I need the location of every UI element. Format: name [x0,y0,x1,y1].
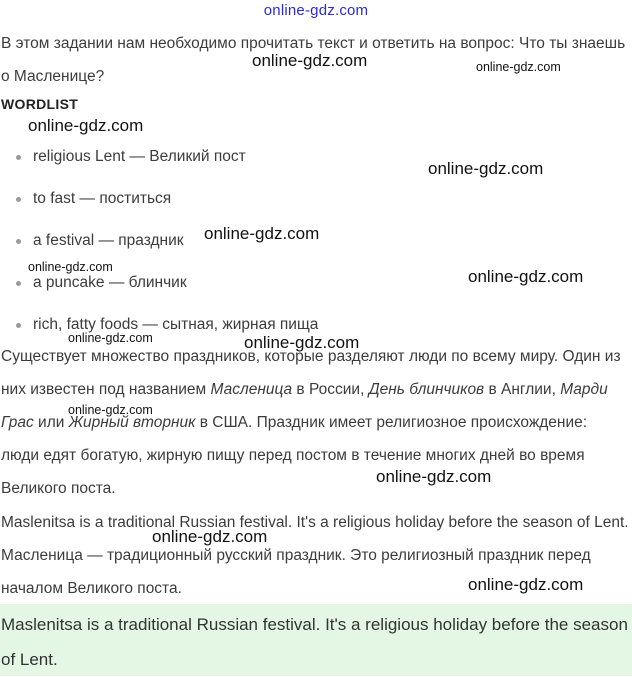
term-pancake-day: День блинчиков [368,381,485,398]
list-item-text: a puncake — блинчик [33,274,187,291]
term-fat-tuesday: Жирный вторник [68,414,196,431]
watermark: online-gdz.com [244,333,360,352]
list-item-text: religious Lent — Великий пост [33,148,246,165]
watermark: online-gdz.com [204,224,320,243]
russian-text [1,340,629,505]
text-fragment: в Англии, [484,381,561,398]
bullet-icon [16,197,21,202]
bilingual-text: Maslenitsa is a traditional Russian festival. It's a religious holiday before the season of Lent. Масленица — традиционный русский праздник. Это религиозный праздник перед началом Великого поста. [1,514,629,597]
watermark: online-gdz.com [476,60,561,74]
bullet-icon [16,155,21,160]
text-fragment: в США. Праздник имеет религиозное происхождение: люди едят богатую, жирную пищу перед постом в течение многих дней во время Великого поста. [1,414,588,497]
watermark: online-gdz.com [376,467,492,486]
watermark: online-gdz.com [252,51,368,70]
term-maslenitsa: Масленица [210,381,293,398]
answer-text: Maslenitsa is a traditional Russian festival. It's a religious holiday before the season of Lent. [1,615,628,669]
site-link[interactable]: online-gdz.com [263,2,369,19]
wordlist [0,141,318,351]
text-fragment: Существует множество праздников, которые разделяют люди по всему миру. Один из них известен под названием [1,348,621,398]
list-item-text: a festival — праздник [33,232,184,249]
term-mardi-gras: Марди Грас [1,381,608,431]
watermark: online-gdz.com [68,403,153,417]
watermark: online-gdz.com [68,331,153,345]
task-intro: В этом задании нам необходимо прочитать текст и ответить на вопрос: Что ты знаешь о Масленице? [1,35,626,85]
list-item [0,183,318,225]
watermark: online-gdz.com [468,575,584,594]
bullet-icon [16,323,21,328]
watermark: online-gdz.com [428,159,544,178]
bullet-icon [16,281,21,286]
watermark: online-gdz.com [28,116,144,135]
watermark: online-gdz.com [28,260,113,274]
watermark: online-gdz.com [152,527,268,546]
text-fragment: в России, [292,381,369,398]
list-item-text: to fast — поститься [33,190,172,207]
bullet-icon [16,239,21,244]
list-item-text: rich, fatty foods — сытная, жирная пища [33,316,319,333]
text-fragment: или [33,414,69,431]
answer-highlight [0,604,632,676]
watermark: online-gdz.com [468,267,584,286]
wordlist-title: WORDLIST [1,96,79,112]
list-item [0,141,318,183]
